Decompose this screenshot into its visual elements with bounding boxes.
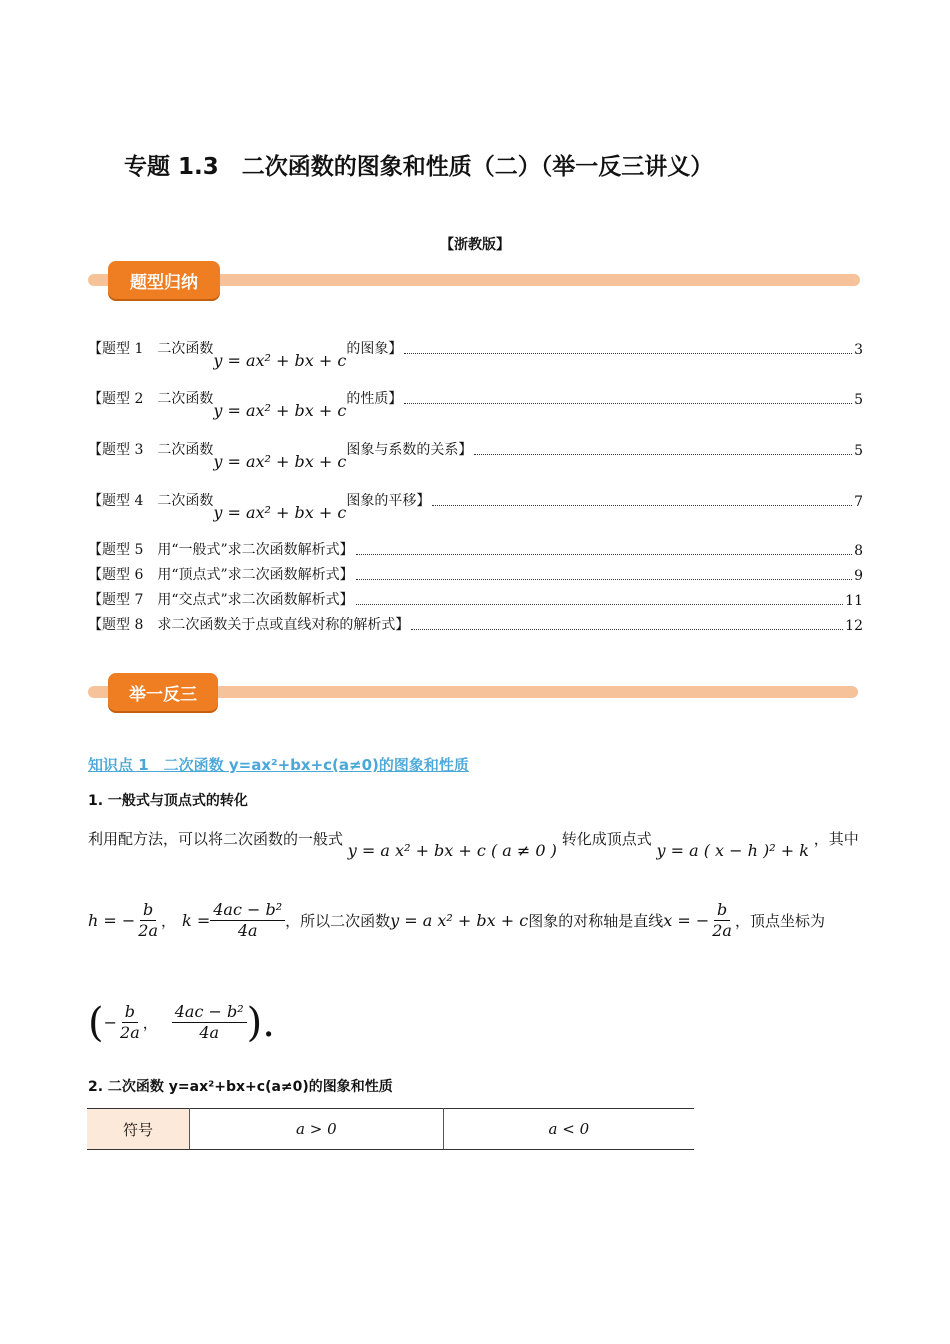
general-form-formula: y = a x² + bx + c ( a ≠ 0 ) [347, 841, 557, 860]
axis-fraction: $\frac{b}{2a}$ [712, 900, 732, 940]
table-cell: a > 0 [190, 1109, 444, 1150]
table-header-cell: 符号 [87, 1109, 190, 1150]
knowledge-point-heading: 知识点 1 二次函数 y=ax²+bx+c(a≠0)的图象和性质 [88, 756, 469, 774]
paragraph-line-1: 利用配方法，可以将二次函数的一般式 y = a x² + bx + c ( a ≠ 0 ) 转化成顶点式 y = a ( x − h )² + k ，其中 [88, 830, 859, 860]
banner-types: 题型归纳 [108, 261, 220, 299]
section-heading-1: 1. 一般式与顶点式的转化 [88, 793, 248, 809]
table-cell: a < 0 [443, 1109, 694, 1150]
k-fraction: $\frac{\text{4ac − b²}}{4a}$ [210, 900, 285, 941]
toc-item[interactable]: 【题型 8 求二次函数关于点或直线对称的解析式】 12 [88, 617, 863, 634]
properties-table [87, 1108, 694, 1150]
toc-item[interactable]: 【题型 6 用“顶点式”求二次函数解析式】 9 [88, 567, 863, 584]
section-heading-2: 2. 二次函数 y=ax²+bx+c(a≠0)的图象和性质 [88, 1079, 393, 1095]
edition-label: 【浙教版】 [440, 237, 510, 253]
toc-item[interactable]: 【题型 7 用“交点式”求二次函数解析式】 11 [88, 592, 863, 609]
vertex-form-formula: y = a ( x − h )² + k [656, 841, 809, 860]
h-fraction: $\frac{b}{2a}$ [138, 900, 159, 940]
vertex-coordinates: ( − $\frac{b}{2a}$ ， $\frac{\text{4ac − b²}}{4a}$ ). [88, 999, 275, 1046]
toc-item[interactable]: 【题型 3 二次函数 y = ax² + bx + c 图象与系数的关系】 5 [88, 442, 863, 471]
toc-item[interactable]: 【题型 2 二次函数 y = ax² + bx + c 的性质】 5 [88, 391, 863, 420]
toc-item[interactable]: 【题型 1 二次函数 y = ax² + bx + c 的图象】 3 [88, 341, 863, 370]
toc-item[interactable]: 【题型 4 二次函数 y = ax² + bx + c 图象的平移】 7 [88, 493, 863, 522]
banner-practice: 举一反三 [108, 673, 218, 711]
table-row [87, 1109, 694, 1150]
page-title-text: 专题 1.3 二次函数的图象和性质（二）（举一反三讲义） [124, 154, 714, 180]
paragraph-line-2: h = − $\frac{b}{2a}$ ， k = $\frac{\text{4ac − b²}}{4a}$ ，所以二次函数 y = a x² + bx + c 图象的对称轴是直线 x = − $\frac{b}{2a}$ ，顶点坐标为 [88, 900, 825, 940]
toc-item[interactable]: 【题型 5 用“一般式”求二次函数解析式】 8 [88, 542, 863, 559]
